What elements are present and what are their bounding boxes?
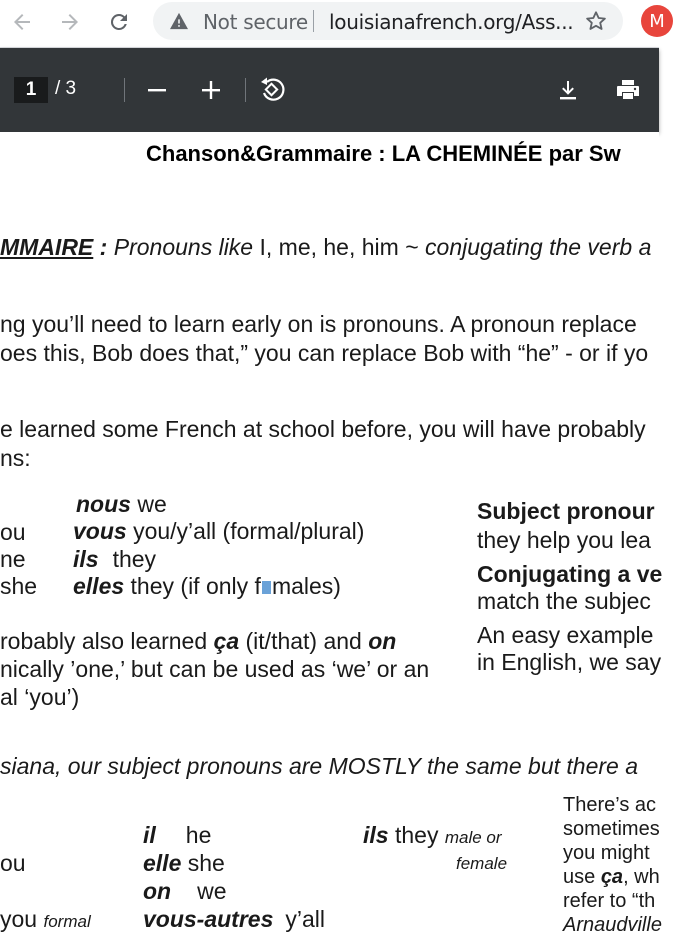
ca-word: ça — [213, 628, 240, 654]
plus-icon — [200, 79, 222, 101]
profile-avatar[interactable]: M — [641, 5, 673, 37]
la-pronoun-ils — [363, 822, 502, 849]
pronoun-gloss: males) — [271, 573, 341, 599]
la-pronoun-gloss: we — [197, 878, 227, 904]
pronoun-word: vous — [73, 518, 127, 544]
download-icon — [556, 78, 580, 102]
pdf-page — [0, 132, 663, 940]
sidebar-easy-line: in English, we say — [477, 649, 662, 675]
paragraph-line: ns: — [0, 445, 31, 471]
print-icon — [615, 78, 641, 102]
arrow-right-icon — [58, 10, 82, 34]
grammar-heading — [0, 234, 651, 261]
pronoun-left-cell: she — [0, 573, 38, 599]
la-pronoun-on — [143, 878, 227, 905]
pronoun-gloss: you/y’all (formal/plural) — [126, 518, 365, 544]
sidebar-subject-heading: Subject pronour — [477, 498, 655, 524]
note-line: sometimes — [563, 818, 660, 840]
la-pronoun-gloss: they — [388, 822, 445, 848]
grammar-heading-text-a: Pronouns like — [107, 234, 254, 260]
back-button[interactable] — [8, 8, 36, 36]
note-line — [563, 866, 660, 889]
note-line: Arnaudville — [563, 914, 662, 936]
la-pronoun-word: elle — [143, 850, 182, 876]
la-left-cell — [0, 906, 91, 933]
zoom-in-button[interactable] — [197, 76, 225, 104]
la-pronoun-word: vous-autres — [143, 906, 274, 932]
note-text: , wh — [623, 866, 660, 888]
minus-icon — [146, 79, 168, 101]
grammar-heading-text-b: I, me, he, him ~ — [253, 234, 419, 260]
ca-paragraph-line: nically ’one,’ but can be used as ‘we’ or an — [0, 656, 430, 682]
sidebar-conj-text: match the subjec — [477, 588, 651, 614]
warning-triangle-icon — [169, 12, 189, 30]
pronoun-gloss: they (if only f — [124, 573, 261, 599]
grammar-heading-text-c: conjugating the verb a — [418, 234, 652, 260]
la-pronoun-word: il — [143, 822, 156, 848]
note-line: refer to “th — [563, 890, 656, 912]
pronoun-word: ils — [73, 546, 99, 572]
pronoun-word: elles — [73, 573, 125, 599]
note-line: There’s ac — [563, 794, 657, 816]
on-word: on — [368, 628, 397, 654]
pronoun-word: nous — [76, 491, 131, 517]
la-gender-note: male or — [444, 828, 502, 847]
paragraph-line: oes this, Bob does that,” you can replace Bob with “he” - or if yo — [0, 340, 649, 366]
pronoun-left-cell: ou — [0, 519, 26, 545]
toolbar-separator — [124, 78, 125, 102]
pronoun-vous — [73, 518, 364, 545]
browser-toolbar — [0, 0, 665, 48]
la-pronoun-word: ils — [363, 822, 389, 848]
url-text[interactable]: louisianafrench.org/Ass... — [329, 10, 574, 34]
ca-text: (it/that) and — [239, 628, 369, 654]
pronoun-elles — [73, 573, 341, 600]
grammar-heading-label: MMAIRE — [0, 234, 94, 260]
rotate-icon — [258, 76, 286, 104]
la-pronoun-word: on — [143, 878, 172, 904]
la-left-cell: ou — [0, 850, 26, 876]
ca-paragraph-line: al ‘you’) — [0, 684, 80, 710]
la-pronoun-il — [143, 822, 211, 849]
louisiana-line: siana, our subject pronouns are MOSTLY the same but there a — [0, 753, 638, 779]
address-separator — [313, 10, 314, 32]
note-ca-word: ça — [600, 866, 624, 888]
reload-icon — [107, 10, 131, 34]
forward-button[interactable] — [56, 8, 84, 36]
la-pronoun-gloss: she — [181, 850, 225, 876]
pronoun-nous — [76, 491, 167, 518]
pdf-toolbar — [0, 48, 659, 132]
paragraph-line: e learned some French at school before, you will have probably — [0, 416, 646, 442]
note-line: you might — [563, 842, 650, 864]
la-pronoun-elle — [143, 850, 225, 877]
page-number-input[interactable]: 1 — [14, 77, 48, 103]
text-cursor-highlight — [262, 581, 271, 594]
pronoun-left-cell: ne — [0, 546, 26, 572]
grammar-heading-colon: : — [93, 234, 108, 260]
pronoun-gloss: they — [112, 546, 157, 572]
address-bar[interactable] — [153, 2, 623, 40]
la-pronoun-gloss: he — [185, 822, 212, 848]
ca-text: robably also learned — [0, 628, 214, 654]
pronoun-gloss: we — [130, 491, 167, 517]
sidebar-subject-text: they help you lea — [477, 527, 651, 553]
la-formal-note: formal — [43, 912, 91, 931]
sidebar-conj-heading: Conjugating a ve — [477, 561, 663, 587]
reload-button[interactable] — [105, 8, 133, 36]
ca-paragraph-line — [0, 628, 396, 655]
rotate-button[interactable] — [258, 76, 286, 104]
download-button[interactable] — [554, 76, 582, 104]
toolbar-separator — [245, 78, 246, 102]
arrow-left-icon — [10, 10, 34, 34]
paragraph-line: ng you’ll need to learn early on is pronouns. A pronoun replace — [0, 311, 637, 337]
zoom-out-button[interactable] — [143, 76, 171, 104]
la-pronoun-gloss: y’all — [285, 906, 325, 932]
la-left-text: you — [0, 906, 38, 932]
pronoun-ils — [73, 546, 156, 573]
print-button[interactable] — [614, 76, 642, 104]
la-gender-note: female — [456, 854, 508, 873]
page-total: / 3 — [55, 78, 77, 99]
document-title: Chanson&Grammaire : LA CHEMINÉE par Sw — [146, 141, 621, 166]
star-outline-icon[interactable] — [585, 10, 607, 32]
note-text: use — [563, 866, 601, 888]
la-pronoun-vous-autres — [143, 906, 325, 933]
security-label[interactable]: Not secure — [203, 10, 308, 34]
sidebar-easy-line: An easy example — [477, 622, 654, 648]
